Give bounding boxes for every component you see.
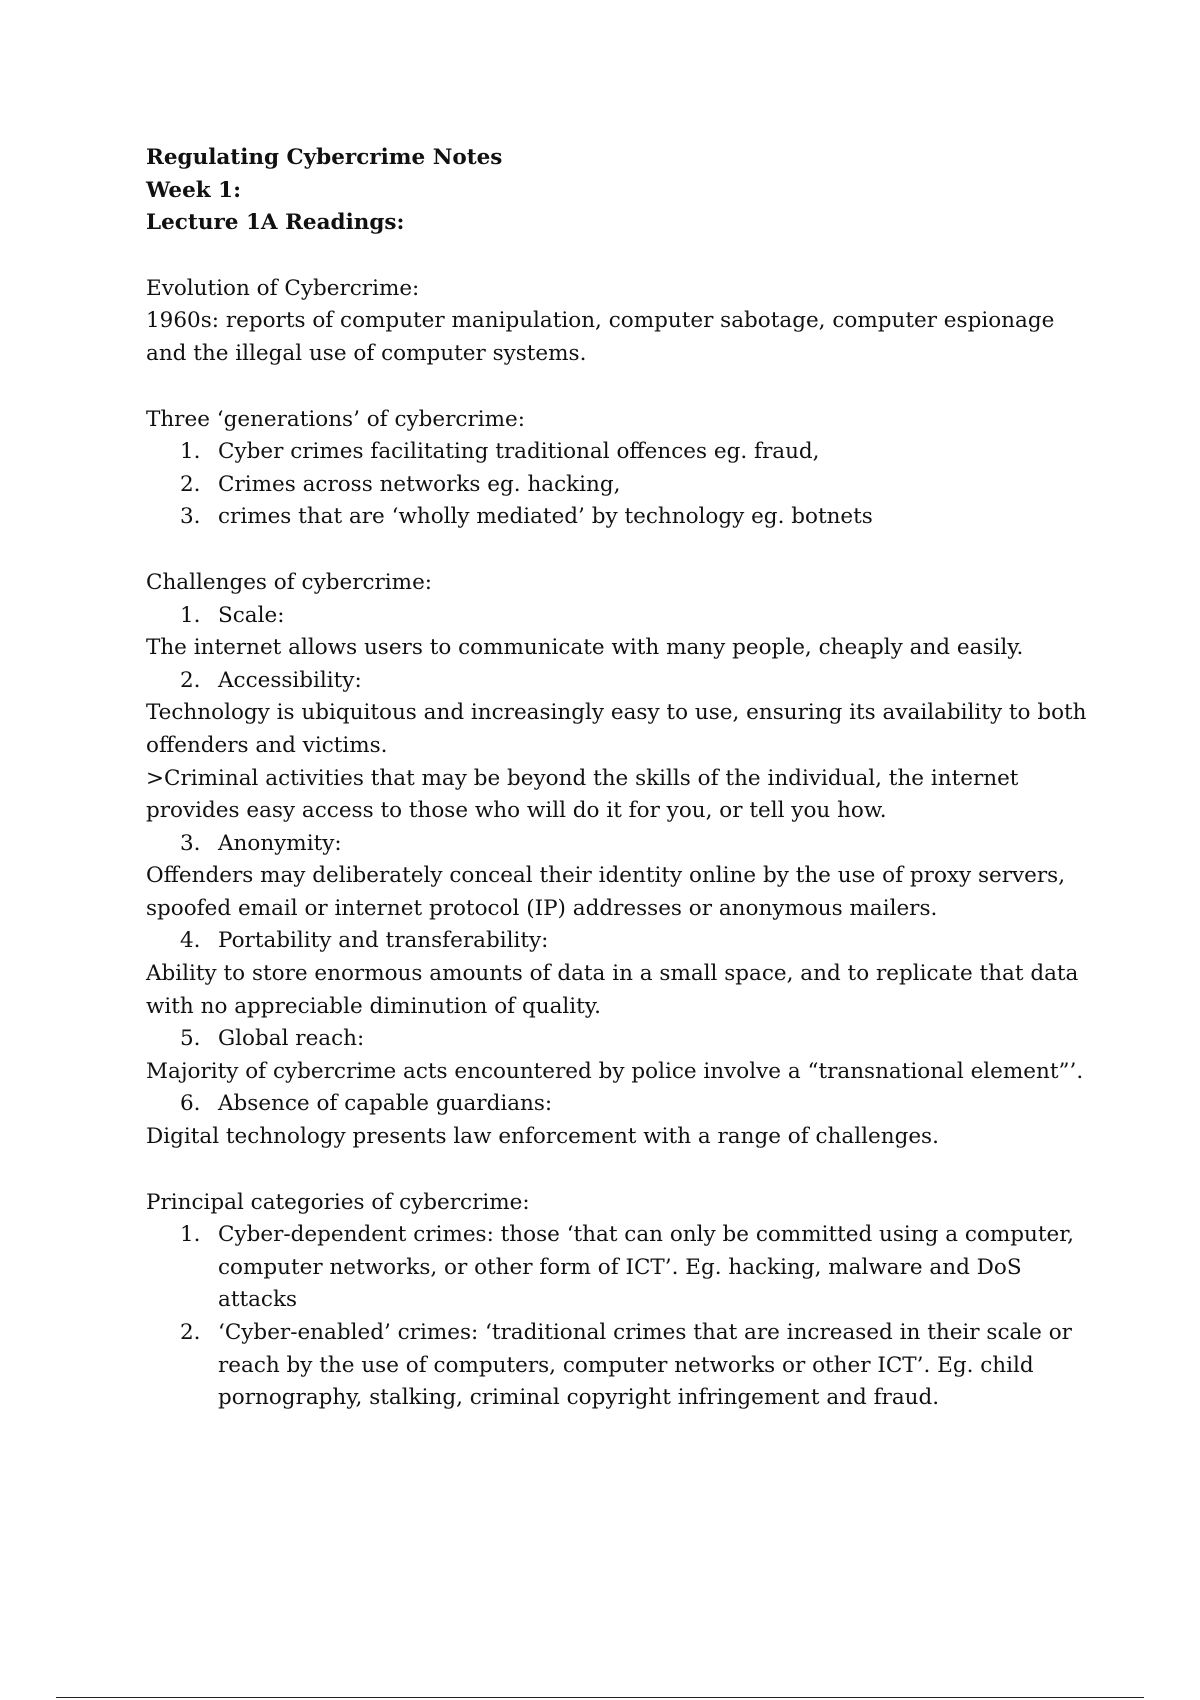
- week-heading: Week 1:: [146, 177, 242, 203]
- list-number: 2.: [180, 1320, 201, 1345]
- list-item: [146, 1023, 1096, 1056]
- document-title: Regulating Cybercrime Notes: [146, 145, 503, 170]
- list-item-text: Cyber crimes facilitating traditional offences eg. fraud,: [218, 439, 820, 465]
- categories-heading: Principal categories of cybercrime:: [146, 1189, 530, 1215]
- challenge-text: Ability to store enormous amounts of data in a small space, and to replicate that data with no appreciable diminution of quality.: [146, 961, 1079, 1019]
- list-number: 1.: [180, 602, 201, 628]
- challenge-label: [146, 1023, 1096, 1056]
- list-number: 1.: [180, 439, 201, 465]
- challenges-section: [146, 567, 1096, 1154]
- list-item: [146, 469, 1096, 502]
- lecture-heading: Lecture 1A Readings:: [146, 210, 405, 236]
- list-number: 6.: [180, 1091, 201, 1117]
- generations-section: [146, 404, 1096, 534]
- list-number: 4.: [180, 928, 201, 954]
- challenge-label: [146, 1088, 1096, 1121]
- evolution-section: [146, 273, 1096, 371]
- generations-list: [146, 436, 1096, 534]
- challenge-text: Technology is ubiquitous and increasingly easy to use, ensuring its availability to both offenders and victims.: [146, 700, 1087, 758]
- document-page: [146, 142, 1096, 1415]
- challenge-label-text: Global reach:: [218, 1026, 365, 1052]
- challenge-label: [146, 828, 1096, 861]
- list-item-text: crimes that are ‘wholly mediated’ by technology eg. botnets: [218, 504, 873, 530]
- list-item: [146, 436, 1096, 469]
- list-item-text: Cyber-dependent crimes: those ‘that can only be committed using a computer, computer networks, or other form of ICT’. Eg. hacking, malware and DoS attacks: [218, 1222, 1075, 1313]
- evolution-text: 1960s: reports of computer manipulation, computer sabotage, computer espionage and the illegal use of computer systems.: [146, 308, 1055, 366]
- page-bottom-divider: [56, 1697, 1144, 1698]
- list-item: [146, 501, 1096, 534]
- list-number: 2.: [180, 667, 201, 693]
- challenge-label: [146, 925, 1096, 958]
- list-item: [146, 925, 1096, 958]
- challenge-text: The internet allows users to communicate with many people, cheaply and easily.: [146, 635, 1024, 661]
- categories-list: [146, 1219, 1096, 1415]
- evolution-heading: Evolution of Cybercrime:: [146, 275, 420, 301]
- challenge-text: Majority of cybercrime acts encountered by police involve a “transnational element”’.: [146, 1058, 1084, 1084]
- list-number: 2.: [180, 471, 201, 497]
- list-number: 3.: [180, 830, 201, 856]
- challenges-heading: Challenges of cybercrime:: [146, 569, 433, 595]
- list-item: [146, 600, 1096, 633]
- list-item: [146, 665, 1096, 698]
- list-item: [146, 1317, 1096, 1415]
- list-item-text: Crimes across networks eg. hacking,: [218, 471, 621, 497]
- challenge-label-text: Absence of capable guardians:: [218, 1091, 553, 1117]
- list-number: 1.: [180, 1222, 201, 1248]
- list-number: 5.: [180, 1026, 201, 1052]
- challenge-label: [146, 665, 1096, 698]
- challenge-label-text: Anonymity:: [218, 830, 342, 856]
- list-item: [146, 1219, 1096, 1317]
- title-block: [146, 142, 1096, 240]
- challenge-text: >Criminal activities that may be beyond the skills of the individual, the internet provides easy access to those who will do it for you, or tell you how.: [146, 765, 1019, 824]
- generations-heading: Three ‘generations’ of cybercrime:: [146, 406, 525, 432]
- challenge-label-text: Portability and transferability:: [218, 928, 549, 954]
- challenge-label-text: Accessibility:: [218, 667, 362, 693]
- list-number: 3.: [180, 504, 201, 530]
- challenge-text: Offenders may deliberately conceal their identity online by the use of proxy servers, spoofed email or internet protocol (IP) addresses or anonymous mailers.: [146, 863, 1066, 921]
- challenge-text: Digital technology presents law enforcement with a range of challenges.: [146, 1124, 939, 1150]
- categories-section: [146, 1187, 1096, 1415]
- list-item-text: ‘Cyber-enabled’ crimes: ‘traditional crimes that are increased in their scale or reach by the use of computers, computer networks or other ICT’. Eg. child pornography, stalking, criminal copyright infringement and fraud.: [218, 1320, 1072, 1411]
- list-item: [146, 828, 1096, 861]
- list-item: [146, 1088, 1096, 1121]
- challenge-label: [146, 600, 1096, 633]
- challenge-label-text: Scale:: [218, 602, 285, 628]
